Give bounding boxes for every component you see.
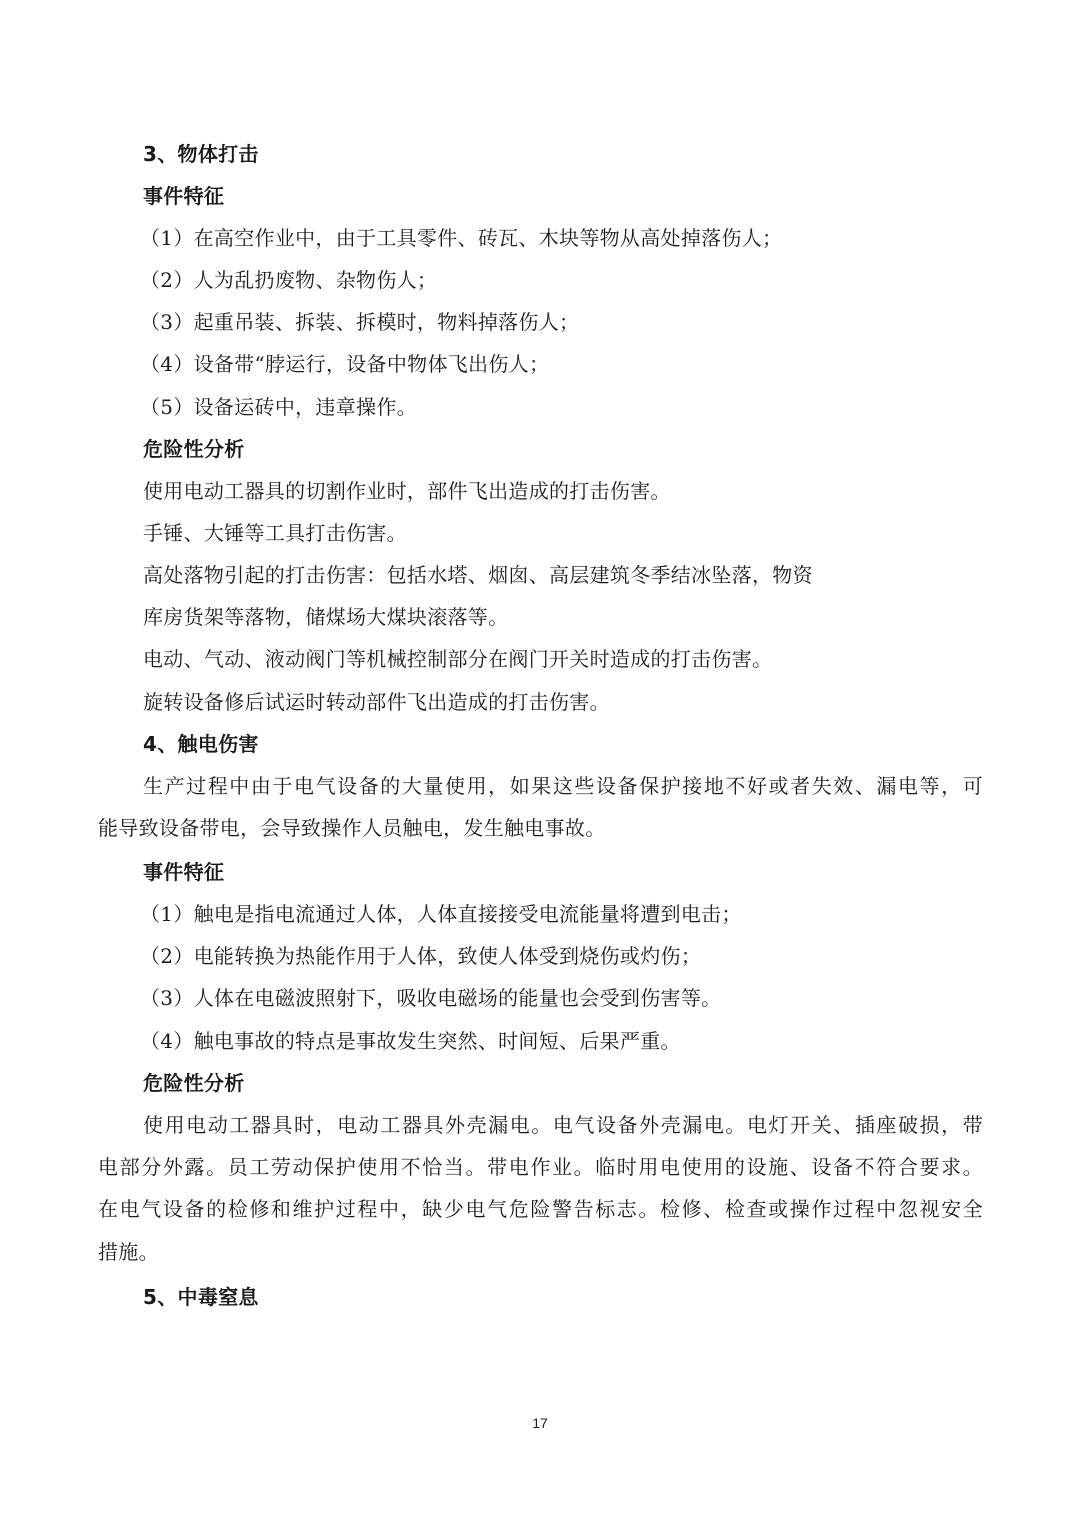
section-3-analysis-6: 旋转设备修后试运时转动部件飞出造成的打击伤害。	[143, 690, 610, 714]
section-3-feature-3: （3）起重吊装、拆装、拆模时，物料掉落伤人；	[140, 310, 580, 334]
section-4-intro-2: 能导致设备带电，会导致操作人员触电，发生触电事故。	[98, 816, 606, 840]
section-4-feature-3: （3）人体在电磁波照射下，吸收电磁场的能量也会受到伤害等。	[140, 986, 722, 1010]
section-4-analysis-heading: 危险性分析	[143, 1071, 245, 1095]
section-4-feature-4: （4）触电事故的特点是事故发生突然、时间短、后果严重。	[140, 1029, 681, 1053]
section-4-title: 4、触电伤害	[143, 732, 259, 756]
section-3-feature-4: （4）设备带“脖运行，设备中物体飞出伤人；	[140, 352, 550, 376]
section-4-analysis-3: 在电气设备的检修和维护过程中，缺少电气危险警告标志。检修、检查或操作过程中忽视安全	[98, 1197, 983, 1221]
section-3-feature-2: （2）人为乱扔废物、杂物伤人；	[140, 268, 438, 292]
section-3-analysis-1: 使用电动工器具的切割作业时，部件飞出造成的打击伤害。	[143, 479, 671, 503]
section-3-features-heading: 事件特征	[143, 184, 225, 208]
section-3-feature-1: （1）在高空作业中，由于工具零件、砖瓦、木块等物从高处掉落伤人；	[140, 226, 783, 250]
section-4-feature-2: （2）电能转换为热能作用于人体，致使人体受到烧伤或灼伤；	[140, 944, 702, 968]
section-4-analysis-2: 电部分外露。员工劳动保护使用不恰当。带电作业。临时用电使用的设施、设备不符合要求。	[98, 1155, 983, 1179]
section-5-title: 5、中毒窒息	[143, 1285, 259, 1309]
section-3-feature-5: （5）设备运砖中，违章操作。	[140, 395, 417, 419]
section-4-intro-1: 生产过程中由于电气设备的大量使用，如果这些设备保护接地不好或者失效、漏电等，可	[143, 774, 983, 798]
section-4-features-heading: 事件特征	[143, 860, 225, 884]
section-3-analysis-3: 高处落物引起的打击伤害：包括水塔、烟囱、高层建筑冬季结冰坠落，物资	[143, 563, 813, 587]
section-3-analysis-5: 电动、气动、液动阀门等机械控制部分在阀门开关时造成的打击伤害。	[143, 647, 773, 671]
section-3-analysis-4: 库房货架等落物，储煤场大煤块滚落等。	[143, 605, 509, 629]
section-4-analysis-1: 使用电动工器具时，电动工器具外壳漏电。电气设备外壳漏电。电灯开关、插座破损，带	[143, 1113, 983, 1137]
section-4-feature-1: （1）触电是指电流通过人体，人体直接接受电流能量将遭到电击；	[140, 902, 742, 926]
section-3-analysis-heading: 危险性分析	[143, 437, 245, 461]
section-3-title: 3、物体打击	[143, 142, 259, 166]
section-4-analysis-4: 措施。	[98, 1240, 159, 1264]
page-number: 17	[532, 1415, 548, 1431]
section-3-analysis-2: 手锤、大锤等工具打击伤害。	[143, 521, 407, 545]
